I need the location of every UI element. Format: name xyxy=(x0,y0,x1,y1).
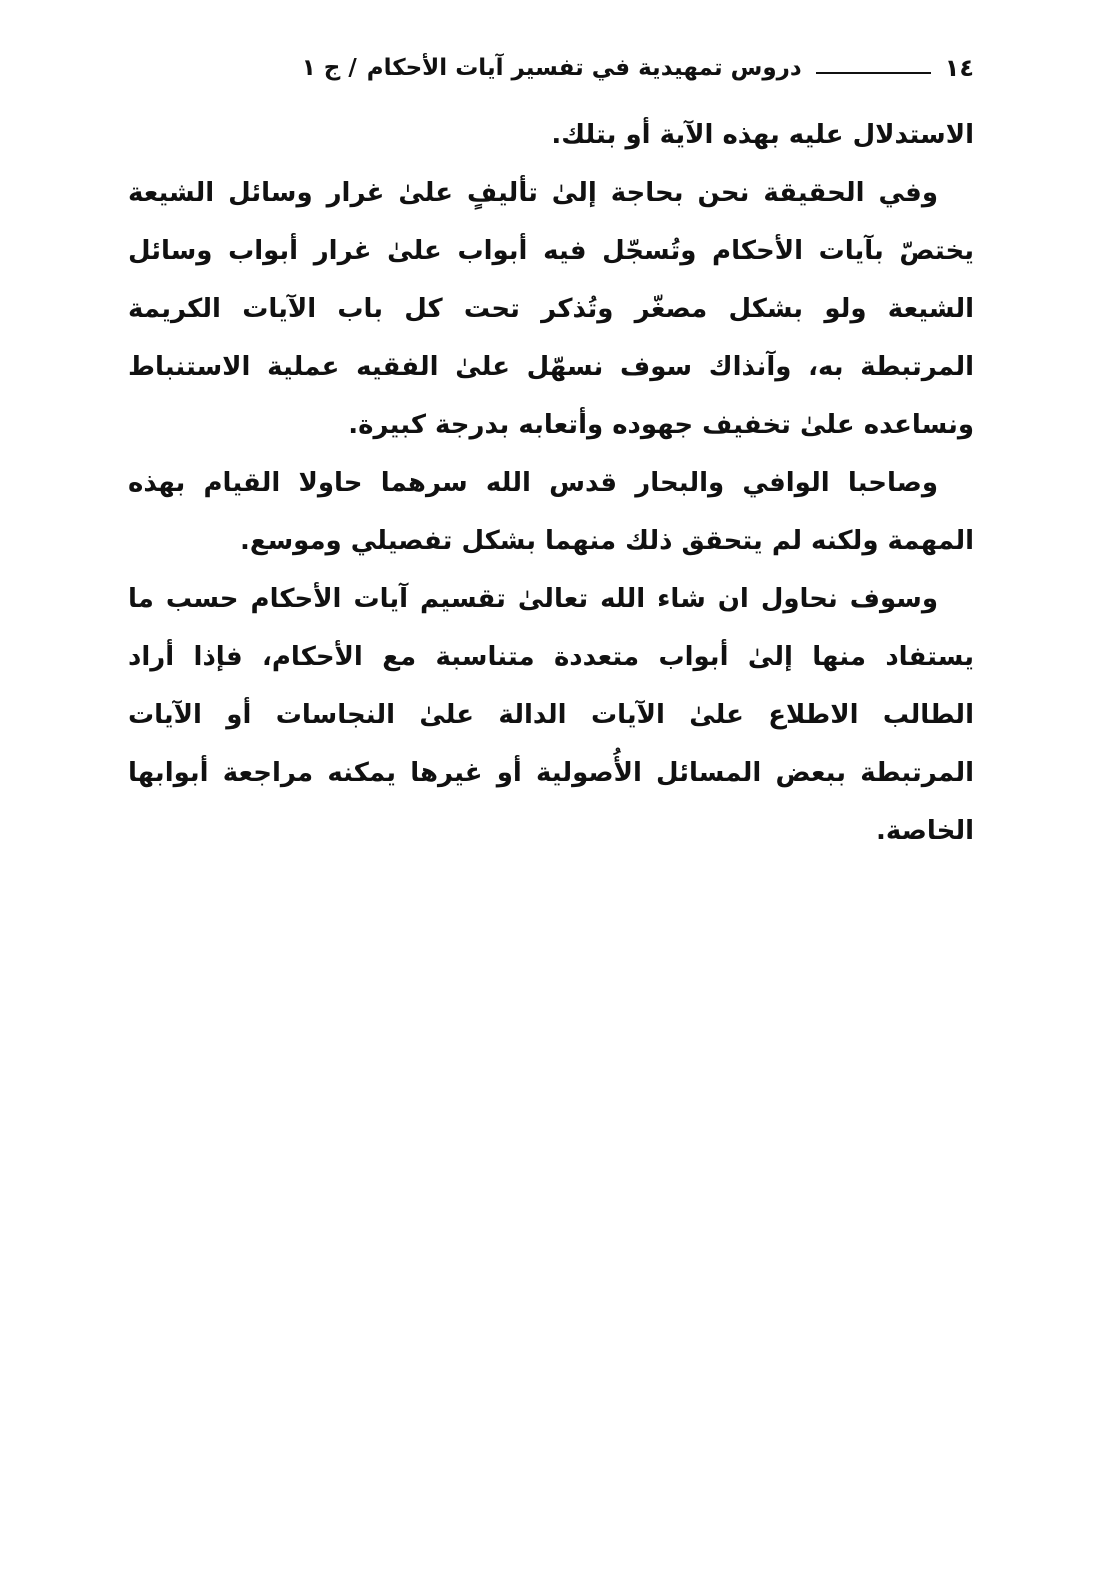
page-number: ١٤ xyxy=(944,54,974,82)
book-title: دروس تمهيدية في تفسير آيات الأحكام xyxy=(366,55,802,81)
volume-label: / ج ١ xyxy=(301,55,357,81)
paragraph-need-for-compilation: وفي الحقيقة نحن بحاجة إلىٰ تأليفٍ علىٰ غرار وسائل الشيعة يختصّ بآيات الأحكام وتُسجّل فيه أبواب علىٰ غرار أبواب وسائل الشيعة ولو بشكل مصغّر وتُذكر تحت كل باب الآيات الكريمة المرتبطة به، وآنذاك سوف نسهّل علىٰ الفقيه عملية الاستنباط ونساعده علىٰ تخفيف جهوده وأتعابه بدرجة كبيرة. xyxy=(128,178,974,440)
header-rule xyxy=(816,72,931,74)
document-page xyxy=(128,40,974,860)
body-text xyxy=(128,106,974,860)
paragraph-continuation: الاستدلال عليه بهذه الآية أو بتلك. xyxy=(551,120,974,150)
running-header xyxy=(128,40,974,100)
paragraph-plan-division: وسوف نحاول ان شاء الله تعالىٰ تقسيم آيات الأحكام حسب ما يستفاد منها إلىٰ أبواب متعددة متناسبة مع الأحكام، فإذا أراد الطالب الاطلاع علىٰ الآيات الدالة علىٰ النجاسات أو الآيات المرتبطة ببعض المسائل الأُصولية أو غيرها يمكنه مراجعة أبوابها الخاصة. xyxy=(128,584,974,846)
paragraph-wafi-bihar: وصاحبا الوافي والبحار قدس الله سرهما حاولا القيام بهذه المهمة ولكنه لم يتحقق ذلك منهما بشكل تفصيلي وموسع. xyxy=(128,468,974,556)
